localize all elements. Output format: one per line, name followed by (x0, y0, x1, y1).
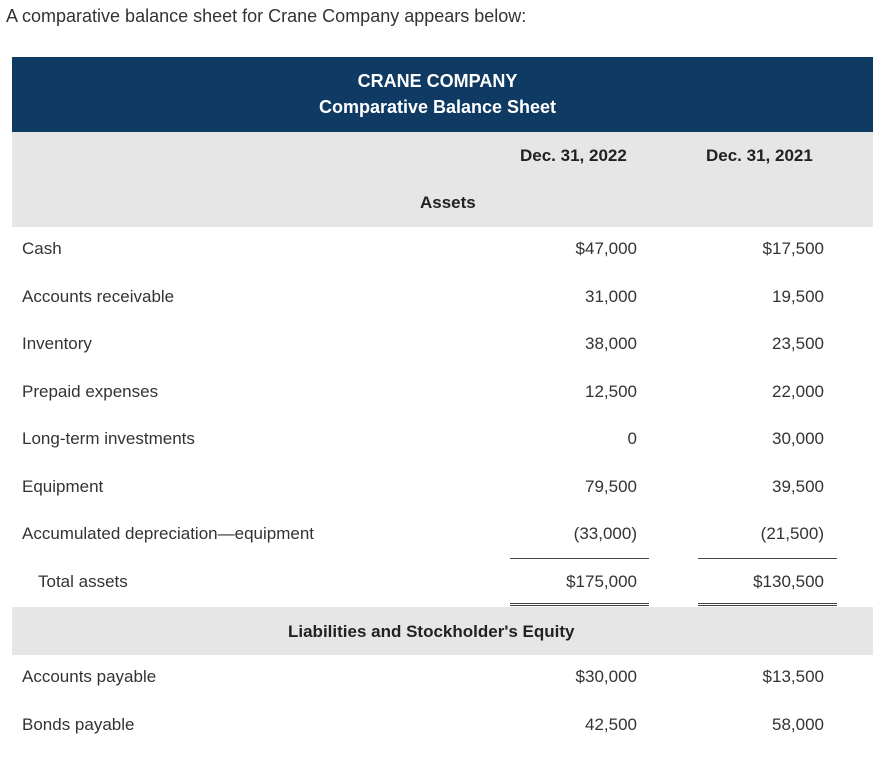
liabilities-heading: Liabilities and Stockholder's Equity (288, 622, 575, 641)
value-2022: 42,500 (585, 714, 637, 734)
value-2021: $130,500 (753, 571, 824, 591)
balance-sheet (12, 57, 873, 750)
value-2021: $13,500 (762, 667, 824, 686)
value-2021: 22,000 (772, 381, 824, 401)
row-label: Prepaid expenses (22, 381, 159, 401)
table-row (12, 227, 873, 275)
value-2021: 58,000 (772, 714, 824, 734)
row-label: Bonds payable (22, 714, 135, 734)
double-underline-2021 (698, 603, 837, 606)
value-2022: 12,500 (585, 381, 637, 401)
value-2022: 79,500 (585, 476, 637, 496)
value-2022: (33,000) (573, 524, 637, 543)
row-label: Long-term investments (22, 429, 195, 448)
statement-title: Comparative Balance Sheet (318, 96, 557, 117)
table-row (12, 703, 873, 751)
table-row (12, 370, 873, 418)
value-2022: $30,000 (575, 667, 637, 686)
intro-text: A comparative balance sheet for Crane Company appears below: (6, 6, 527, 26)
company-name: CRANE COMPANY (357, 70, 518, 91)
value-2022: 31,000 (585, 286, 637, 306)
row-label: Accumulated depreciation—equipment (22, 524, 315, 543)
table-row (12, 322, 873, 370)
column-2022: Dec. 31, 2022 (520, 146, 627, 165)
column-header (12, 132, 873, 227)
table-row (12, 655, 873, 703)
value-2021: $17,500 (762, 239, 824, 258)
table-row (12, 417, 873, 465)
value-2021: (21,500) (760, 524, 824, 543)
row-label: Total assets (38, 571, 128, 591)
row-label: Inventory (22, 334, 92, 353)
value-2021: 19,500 (772, 286, 824, 306)
row-label: Equipment (22, 476, 104, 496)
value-2021: 30,000 (772, 429, 824, 448)
double-underline-2022 (510, 603, 649, 606)
table-row (12, 512, 873, 560)
value-2022: 0 (627, 429, 637, 448)
value-2022: $175,000 (566, 571, 637, 591)
value-2021: 39,500 (772, 476, 824, 496)
row-label: Accounts receivable (22, 286, 175, 306)
column-2021: Dec. 31, 2021 (706, 146, 813, 165)
value-2022: 38,000 (585, 334, 637, 353)
table-row (12, 275, 873, 323)
value-2021: 23,500 (772, 334, 824, 353)
row-label: Cash (22, 239, 62, 258)
value-2022: $47,000 (575, 239, 637, 258)
row-label: Accounts payable (22, 667, 157, 686)
assets-heading: Assets (420, 193, 476, 212)
liabilities-section-header (12, 607, 873, 655)
sheet-header (12, 57, 873, 132)
total-assets-row (12, 560, 873, 608)
table-row (12, 465, 873, 513)
